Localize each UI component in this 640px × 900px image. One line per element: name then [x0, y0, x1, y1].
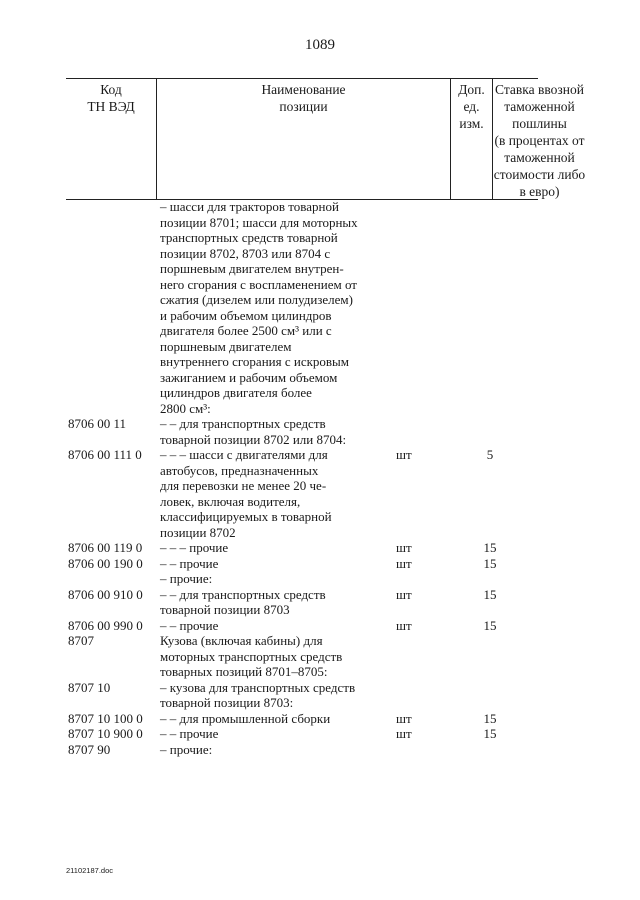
table-row: [0, 726, 640, 742]
header-name: Наименование позиции: [156, 79, 450, 199]
table-row: [0, 587, 640, 618]
row-rate: 15: [483, 726, 497, 741]
row-code: 8706 00 190 0: [68, 555, 143, 571]
row-rate: 15: [483, 617, 497, 633]
footer-filename: 21102187.doc: [66, 866, 113, 875]
row-description: – – прочие: [160, 555, 219, 571]
row-code: 8707: [68, 633, 94, 648]
table-header: [66, 78, 586, 200]
row-code: 8706 00 11: [68, 416, 127, 431]
header-unit: Доп. ед. изм.: [450, 79, 492, 199]
table-row: [0, 618, 640, 634]
table-row: [0, 742, 640, 758]
row-description: – – – шасси с двигателями для автобусов, предназначенных для перевозки не менее 20 че- ловек, включая водителя, классифицируемых в товарной позиции 8702: [160, 447, 332, 540]
header-rate: Ставка ввозной таможенной пошлины (в процентах от таможенной стоимости либо в евро): [492, 79, 586, 199]
row-code: 8707 10 100 0: [68, 710, 143, 726]
row-code: 8706 00 111 0: [68, 447, 142, 462]
row-rate: 15: [483, 586, 497, 602]
table-row: [0, 199, 640, 416]
row-code: 8706 00 990 0: [68, 617, 143, 633]
row-rate: 15: [483, 540, 497, 555]
row-unit: шт: [396, 540, 412, 555]
table-row: [0, 540, 640, 556]
row-unit: шт: [396, 586, 412, 602]
row-description: – шасси для тракторов товарной позиции 8701; шасси для моторных транспортных средств товарной позиции 8702, 8703 или 8704 с поршневым двигателем внутрен- него сгорания с воспламенением от сжатия (дизелем или полудизелем) и рабочим объемом цилиндров двигателя более 2500 см³ или с поршневым двигателем внутреннего сгорания с искровым зажиганием и рабочим объемом цилиндров двигателя более 2800 см³:: [160, 199, 358, 416]
row-description: – прочие:: [160, 571, 213, 586]
row-description: – – прочие: [160, 726, 219, 741]
row-rate: 5: [486, 447, 494, 462]
row-code: 8707 10: [68, 679, 111, 695]
row-code: 8707 90: [68, 741, 111, 757]
row-description: Кузова (включая кабины) для моторных транспортных средств товарных позиций 8701–8705:: [160, 633, 343, 679]
row-code: 8706 00 910 0: [68, 586, 143, 602]
row-unit: шт: [396, 726, 412, 741]
row-unit: шт: [396, 617, 412, 633]
page-number: 1089: [305, 37, 335, 53]
table-body: [0, 199, 640, 757]
table-row: [0, 447, 640, 540]
row-description: – кузова для транспортных средств товарной позиции 8703:: [160, 679, 356, 710]
row-unit: шт: [396, 710, 412, 726]
row-description: – – для транспортных средств товарной позиции 8703: [160, 586, 326, 617]
table-row: [0, 571, 640, 587]
header-code: Код ТН ВЭД: [87, 82, 135, 114]
row-rate: 15: [483, 555, 497, 571]
row-code: 8706 00 119 0: [68, 540, 143, 555]
row-unit: шт: [396, 447, 412, 462]
row-description: – – – прочие: [160, 540, 229, 555]
table-row: [0, 633, 640, 680]
table-row: [0, 711, 640, 727]
row-description: – – прочие: [160, 617, 219, 633]
row-unit: шт: [396, 555, 412, 571]
row-code: 8707 10 900 0: [68, 726, 143, 741]
row-rate: 15: [483, 710, 497, 726]
table-row: [0, 416, 640, 447]
row-description: – – для промышленной сборки: [160, 710, 331, 726]
table-row: [0, 680, 640, 711]
row-description: – прочие:: [160, 741, 213, 757]
row-description: – – для транспортных средств товарной позиции 8702 или 8704:: [160, 416, 347, 447]
table-row: [0, 556, 640, 572]
